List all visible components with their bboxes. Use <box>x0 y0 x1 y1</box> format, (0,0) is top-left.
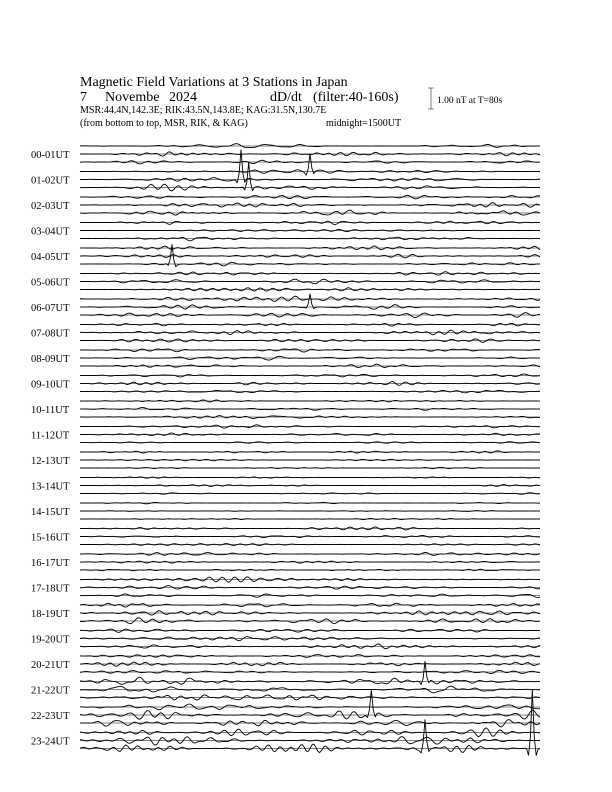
trace-kag <box>80 154 540 175</box>
trace-rik <box>80 408 540 411</box>
row-label: 12-13UT <box>31 456 70 467</box>
hour-row <box>31 577 540 598</box>
trace-kag <box>80 221 540 224</box>
hour-row <box>31 662 540 701</box>
trace-kag <box>80 144 540 148</box>
hour-row <box>31 603 540 624</box>
hour-row <box>31 690 540 727</box>
row-label: 03-04UT <box>31 226 70 238</box>
row-label: 17-18UT <box>31 583 70 595</box>
trace-msr <box>80 493 540 495</box>
trace-kag <box>80 272 540 275</box>
trace-msr <box>80 518 540 519</box>
trace-kag <box>80 349 540 352</box>
trace-rik <box>80 662 540 666</box>
hour-row <box>31 400 540 419</box>
row-label: 20-21UT <box>31 660 70 671</box>
row-label: 08-09UT <box>31 354 70 365</box>
trace-rik <box>80 203 540 208</box>
trace-rik <box>80 737 540 746</box>
chart-header <box>80 75 401 129</box>
row-label: 15-16UT <box>31 532 70 544</box>
date-day: 7 <box>80 90 87 105</box>
trace-rik <box>80 485 540 487</box>
trace-rik <box>80 230 540 232</box>
hour-row <box>31 502 540 519</box>
trace-msr <box>80 237 540 241</box>
hour-row <box>31 294 540 318</box>
hour-row <box>31 527 540 546</box>
hour-row <box>31 195 540 215</box>
hour-row <box>31 221 540 241</box>
row-label: 14-15UT <box>31 507 70 518</box>
trace-rik <box>80 330 540 335</box>
scale-label: 1.00 nT at T=80s <box>437 96 503 106</box>
trace-msr <box>80 162 540 191</box>
trace-msr <box>80 210 540 215</box>
midnight-line: midnight=1500UT <box>326 118 402 129</box>
trace-msr <box>80 467 540 468</box>
chart-title: Magnetic Field Variations at 3 Stations in Japan <box>80 75 348 90</box>
trace-kag <box>80 400 540 402</box>
trace-msr <box>80 390 540 392</box>
trace-msr <box>80 670 540 673</box>
trace-msr <box>80 594 540 598</box>
trace-kag <box>80 704 540 710</box>
row-label: 04-05UT <box>31 252 70 263</box>
trace-rik <box>80 381 540 385</box>
hour-rows <box>31 144 540 756</box>
hour-row <box>31 323 540 342</box>
trace-rik <box>80 356 540 360</box>
hour-row <box>31 272 540 291</box>
row-label: 22-23UT <box>31 711 70 722</box>
order-line: (from bottom to top, MSR, RIK, & KAG) <box>80 118 248 129</box>
trace-kag <box>80 451 540 453</box>
hour-row <box>31 144 540 164</box>
trace-msr <box>80 288 540 291</box>
hour-row <box>31 552 540 570</box>
hour-row <box>31 349 540 368</box>
filter-label: (filter:40-160s) <box>313 90 399 105</box>
hour-row <box>31 477 540 494</box>
row-label: 05-06UT <box>31 277 70 289</box>
row-label: 13-14UT <box>31 481 70 493</box>
row-label: 09-10UT <box>31 379 70 391</box>
row-label: 21-22UT <box>31 685 70 697</box>
hour-row <box>31 629 540 649</box>
row-label: 02-03UT <box>31 201 70 212</box>
row-label: 00-01UT <box>31 150 70 161</box>
trace-msr <box>80 339 540 343</box>
row-label: 11-12UT <box>31 430 70 442</box>
trace-rik <box>80 536 540 538</box>
stations-line: MSR:44.4N,142.3E; RIK:43.5N,143.8E; KAG:31.5N,130.7E <box>80 105 327 116</box>
trace-rik <box>80 586 540 590</box>
row-label: 23-24UT <box>31 736 70 748</box>
hour-row <box>31 374 540 393</box>
hour-row <box>31 451 540 469</box>
row-label: 16-17UT <box>31 558 70 569</box>
trace-kag <box>80 374 540 377</box>
date-year: 2024 <box>169 90 197 105</box>
hour-row <box>31 245 540 267</box>
trace-rik <box>80 561 540 563</box>
trace-kag <box>80 296 540 301</box>
scale-bar <box>428 88 502 109</box>
hour-row <box>31 655 540 674</box>
trace-kag <box>80 662 540 685</box>
date-month: Novembe <box>105 90 160 105</box>
quantity-label: dD/dt <box>270 90 302 105</box>
row-label: 10-11UT <box>31 405 70 416</box>
hour-row <box>31 425 540 443</box>
trace-kag <box>80 323 540 326</box>
row-label: 06-07UT <box>31 303 70 314</box>
trace-kag <box>80 425 540 428</box>
trace-kag <box>80 477 540 478</box>
trace-rik <box>80 511 540 512</box>
trace-msr <box>80 442 540 444</box>
row-label: 18-19UT <box>31 609 70 620</box>
row-label: 19-20UT <box>31 634 70 646</box>
hour-row <box>31 150 540 191</box>
row-label: 01-02UT <box>31 175 70 187</box>
row-label: 07-08UT <box>31 328 70 340</box>
